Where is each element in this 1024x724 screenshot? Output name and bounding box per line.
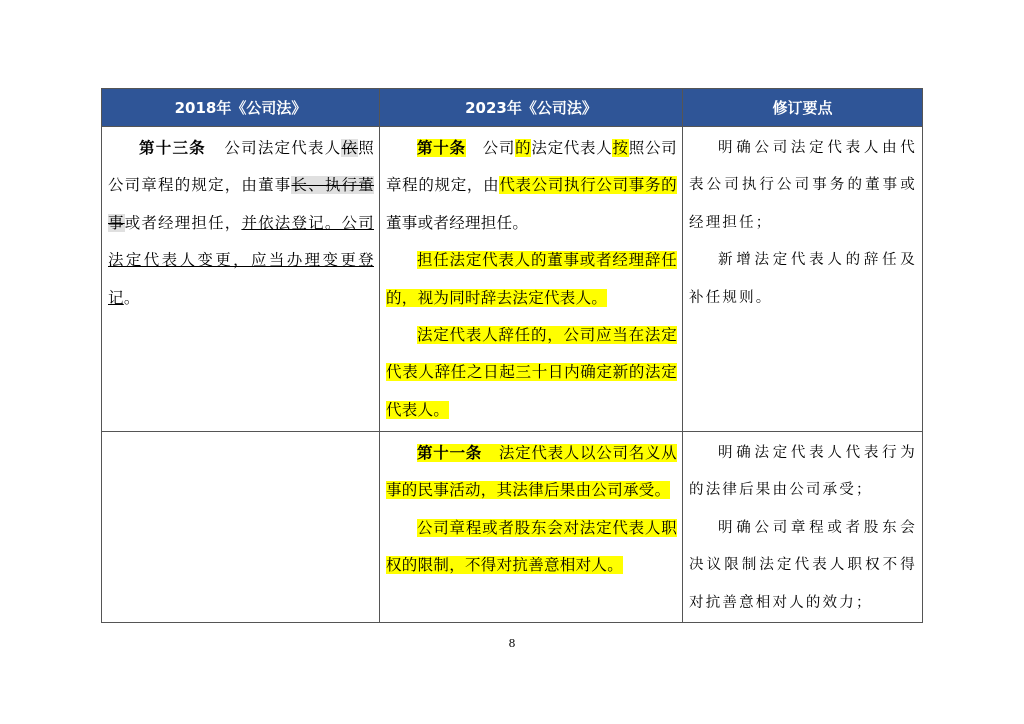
highlighted-text: 法定代表人以公司名义从事的民事活动，其法律后果由公司承受。: [386, 444, 677, 500]
table-header-row: [102, 89, 923, 127]
revision-note: 明确法定代表人代表行为的法律后果由公司承受；: [689, 445, 917, 499]
text-segment: 法定代表人: [531, 139, 613, 157]
highlighted-text: 公司章程或者股东会对法定代表人职权的限制，不得对抗善意相对人。: [386, 518, 677, 575]
highlighted-text: 按: [612, 139, 629, 157]
revision-notes-cell: [683, 432, 923, 623]
old-article-13: [108, 130, 374, 317]
text-segment: 照公司章程的规定，由: [386, 139, 677, 195]
new-article-10-para-2: [386, 242, 677, 317]
new-law-cell: [380, 127, 683, 432]
text-segment: 董事或者经理担任。: [386, 213, 529, 232]
header-2023-law: 2023年《公司法》: [380, 89, 683, 127]
article-number: 第十条: [417, 139, 466, 157]
underlined-text: 并依法登记。公司法定代表人变更，应当办理变更登记: [108, 213, 374, 307]
text-segment: 公司: [482, 139, 516, 157]
table-row: [102, 127, 923, 432]
new-article-11-para-1: [386, 435, 677, 510]
text-segment: 照公司章程的规定，由董事: [108, 139, 374, 195]
table-row: [102, 432, 923, 623]
text-segment: 。: [123, 288, 140, 307]
article-number: 第十一条: [417, 444, 482, 462]
new-article-11-para-2: [386, 510, 677, 585]
new-law-cell: [380, 432, 683, 623]
text-segment: 或者经理担任，: [124, 213, 242, 232]
article-number: 第十三条: [139, 139, 206, 157]
text-segment: 公司法定代表人: [224, 139, 342, 157]
comparison-table: [101, 88, 923, 623]
revision-notes-cell: [683, 127, 923, 432]
revision-note: 明确公司法定代表人由代表公司执行公司事务的董事或经理担任；: [689, 140, 917, 231]
revision-note: 明确公司章程或者股东会决议限制法定代表人职权不得对抗善意相对人的效力；: [689, 519, 917, 611]
header-revision-points: 修订要点: [683, 89, 923, 127]
old-law-cell: [102, 127, 380, 432]
header-2018-law: 2018年《公司法》: [102, 89, 380, 127]
deleted-text: 长、执行董事: [108, 176, 374, 232]
new-article-10-para-3: [386, 317, 677, 429]
deleted-text: 依: [341, 139, 359, 157]
old-law-cell-empty: [102, 432, 380, 623]
highlighted-text: 代表公司执行公司事务的: [499, 176, 677, 195]
revision-note: 新增法定代表人的辞任及补任规则。: [689, 252, 917, 306]
highlighted-text: 担任法定代表人的董事或者经理辞任的，视为同时辞去法定代表人。: [386, 251, 677, 307]
highlighted-text: 法定代表人辞任的，公司应当在法定代表人辞任之日起三十日内确定新的法定代表人。: [386, 326, 677, 419]
highlighted-text: 的: [515, 139, 532, 157]
page-number: 8: [508, 637, 516, 650]
new-article-10-para-1: [386, 130, 677, 242]
